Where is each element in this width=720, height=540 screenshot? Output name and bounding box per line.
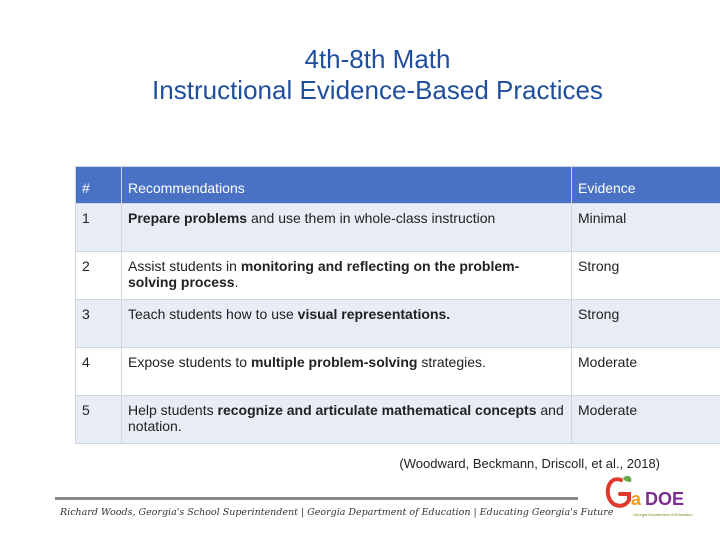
row-number: 3 (76, 300, 122, 348)
table-row (76, 300, 720, 348)
row-recommendation (122, 252, 572, 300)
table-row (76, 252, 720, 300)
row-evidence: Strong (572, 300, 720, 348)
recommendation-text: and use them in whole-class instruction (247, 210, 496, 226)
header-number: # (76, 167, 122, 204)
recommendation-text: Expose students to (128, 354, 251, 370)
recommendation-emphasis: recognize and articulate mathematical concepts (217, 402, 537, 418)
table-row (76, 204, 720, 252)
table-header-row (76, 167, 720, 204)
table-row (76, 348, 720, 396)
slide-title (0, 44, 720, 106)
row-number: 5 (76, 396, 122, 444)
footer-divider (55, 497, 578, 500)
row-number: 1 (76, 204, 122, 252)
recommendation-text: . (234, 274, 239, 290)
recommendation-emphasis: Prepare problems (128, 210, 248, 226)
logo-leaf-icon (623, 476, 631, 482)
practices-table (75, 166, 720, 444)
recommendation-text: Help students (128, 402, 218, 418)
recommendation-text: strategies. (417, 354, 486, 370)
recommendation-emphasis: monitoring and reflecting on the problem-solving process (128, 258, 520, 290)
gadoe-logo (603, 474, 701, 524)
row-evidence: Moderate (572, 348, 720, 396)
table-row (76, 396, 720, 444)
header-recommendations: Recommendations (122, 167, 572, 204)
row-number: 4 (76, 348, 122, 396)
title-line-2: Instructional Evidence-Based Practices (152, 75, 603, 105)
row-evidence: Moderate (572, 396, 720, 444)
title-line-1: 4th-8th Math (304, 44, 451, 74)
logo-g-mark (608, 479, 629, 506)
table-body (76, 204, 720, 444)
recommendation-text: and notation. (128, 402, 564, 434)
recommendation-emphasis: multiple problem-solving (250, 354, 418, 370)
citation: (Woodward, Beckmann, Driscoll, et al., 2018) (399, 456, 660, 471)
row-number: 2 (76, 252, 122, 300)
row-recommendation (122, 348, 572, 396)
row-evidence: Minimal (572, 204, 720, 252)
logo-doe: DOE (645, 489, 685, 509)
recommendation-text: Teach students how to use (128, 306, 298, 322)
row-recommendation (122, 396, 572, 444)
footer-text: Richard Woods, Georgia's School Superintendent | Georgia Department of Education | Educating Georgia's Future (60, 507, 614, 518)
row-recommendation (122, 204, 572, 252)
logo-a: a (631, 489, 642, 509)
row-evidence: Strong (572, 252, 720, 300)
row-recommendation (122, 300, 572, 348)
logo-subtext: Georgia Department of Education (633, 512, 693, 517)
recommendation-emphasis: visual representations. (297, 306, 451, 322)
recommendation-text: Assist students in (128, 258, 241, 274)
header-evidence: Evidence (572, 167, 720, 204)
